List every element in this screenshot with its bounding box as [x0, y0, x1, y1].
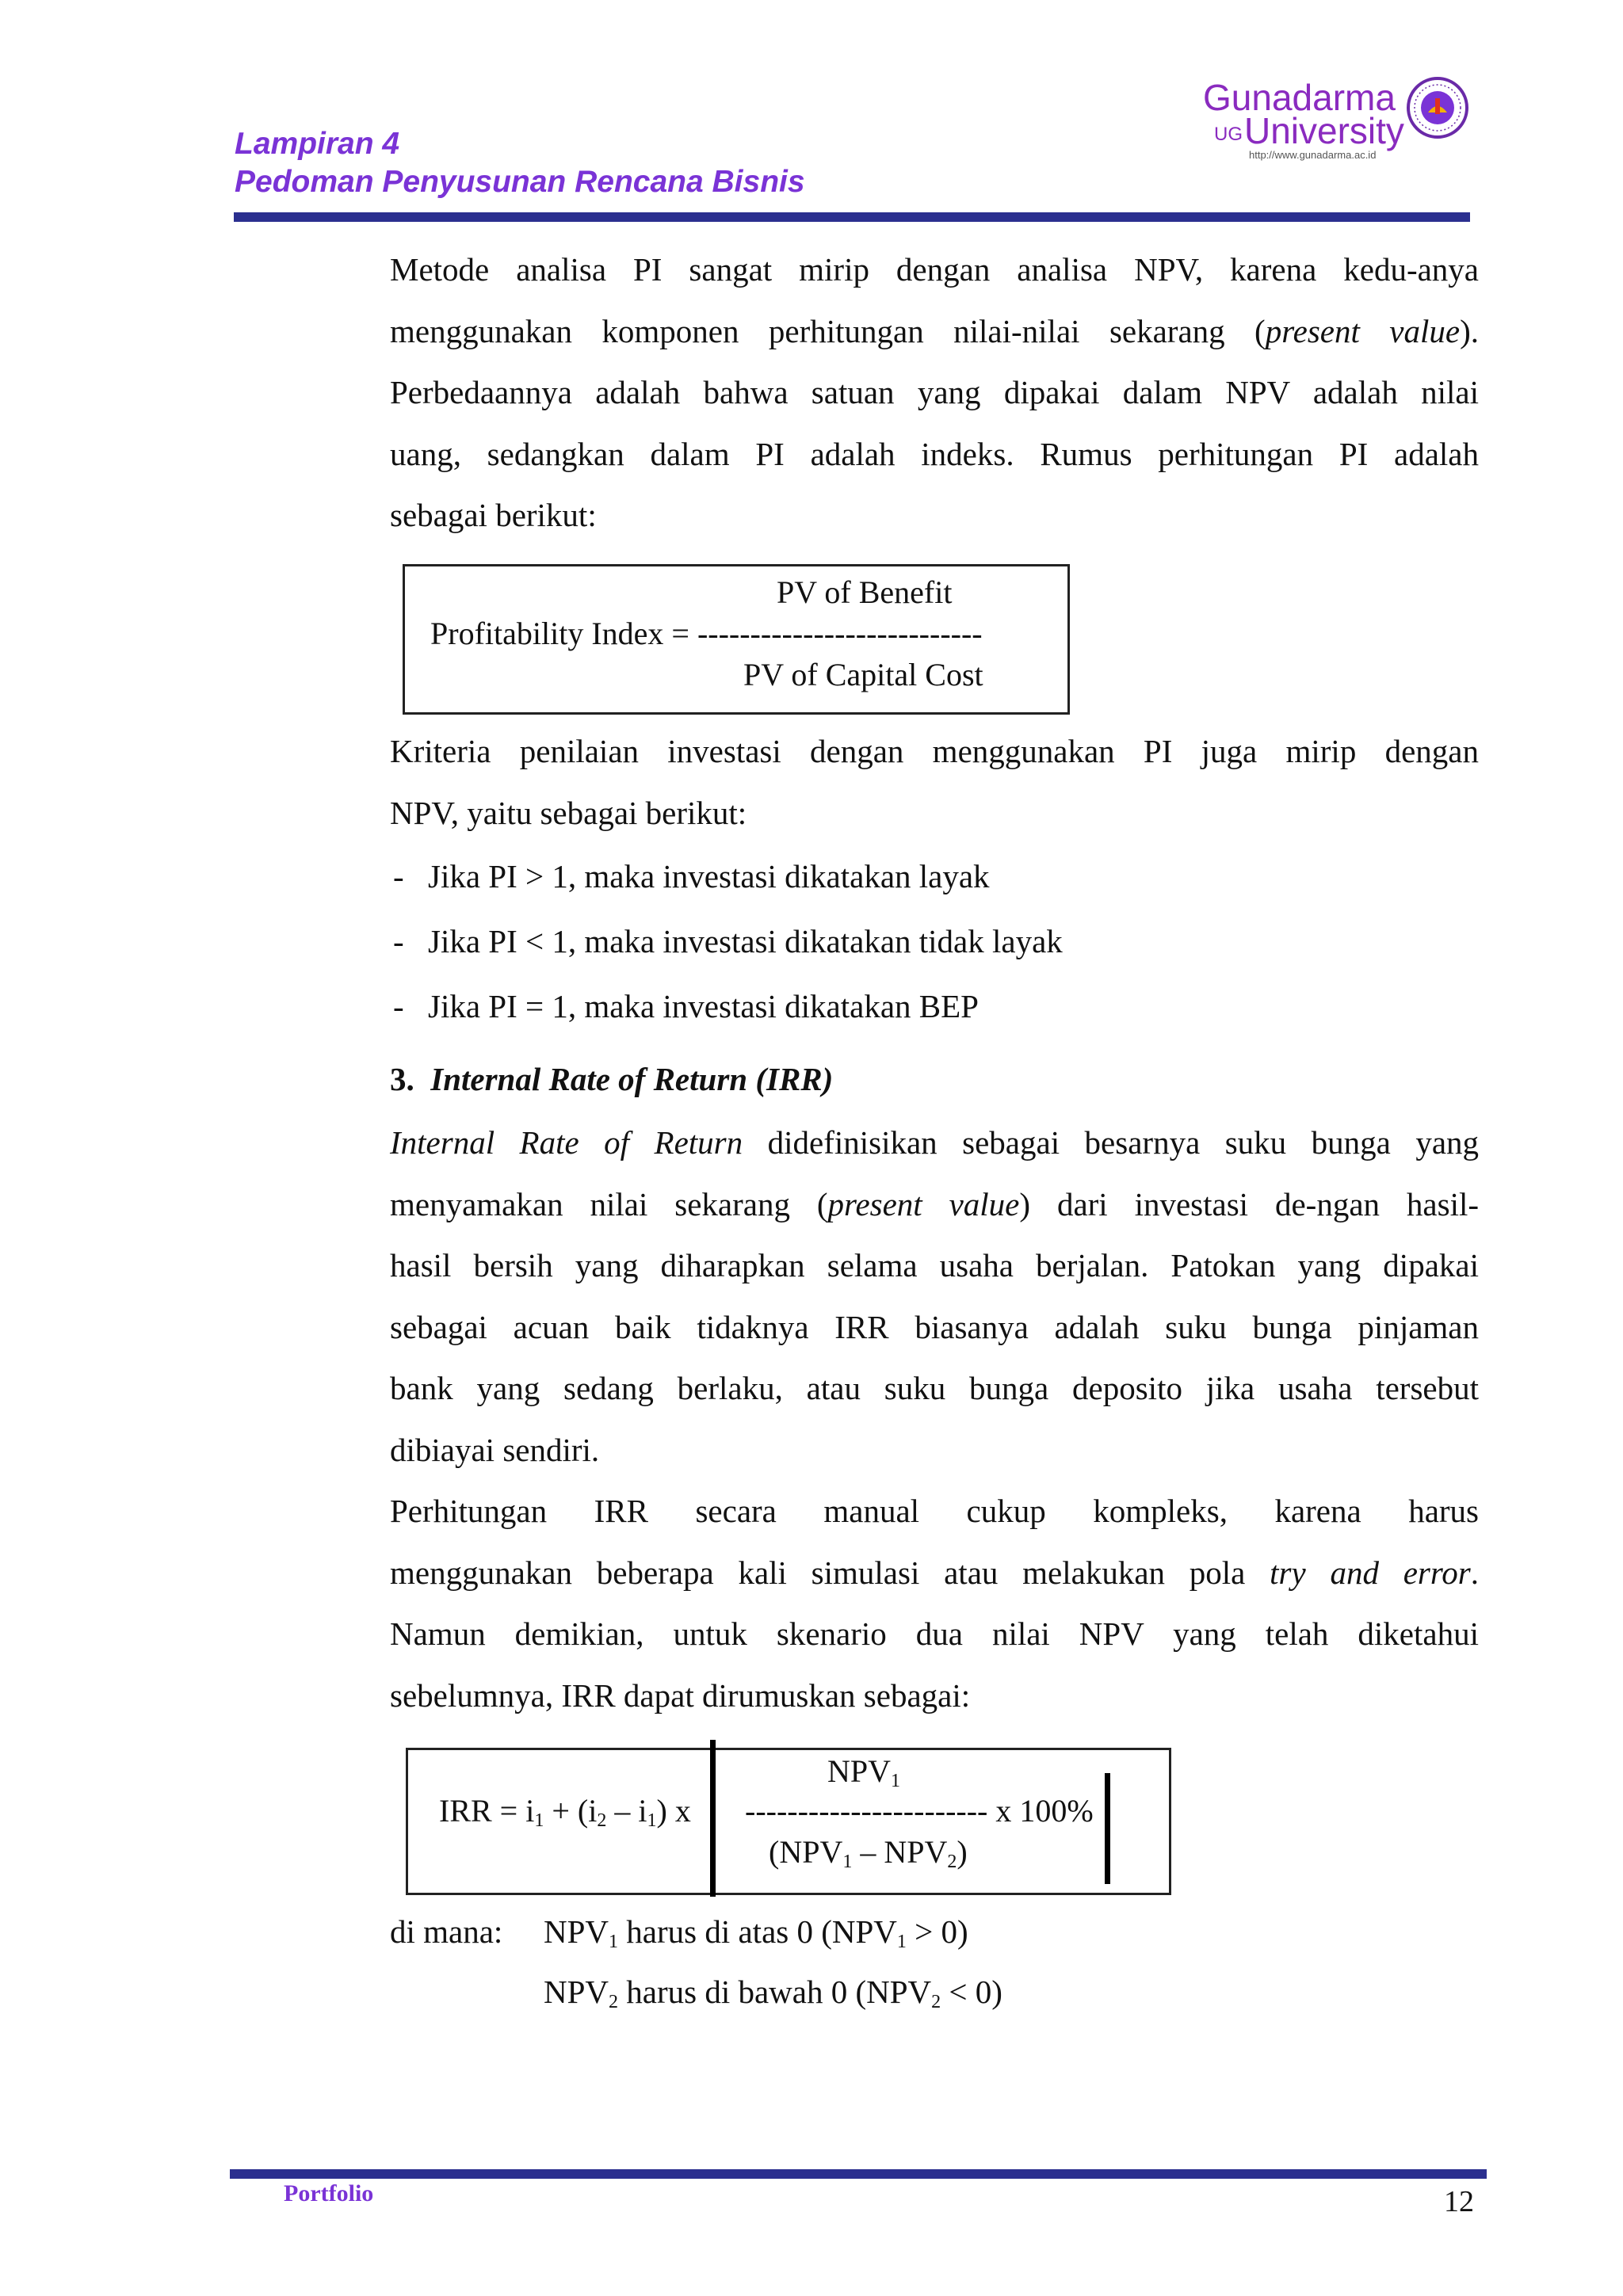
header-appendix-label: Lampiran 4: [235, 127, 400, 161]
irr-formula-left-bar: [710, 1740, 716, 1897]
where-label: di mana:: [390, 1913, 503, 1950]
logo-word-gunadarma: Gunadarma: [1203, 77, 1396, 118]
irr-formula-lhs: IRR = $i_1 + (i_2 - i_1)$ x: [439, 1793, 691, 1831]
paragraph-irr-definition: Internal Rate of Return didefinisikan sebagai besarnya suku bunga yang menyamakan nilai sekarang (present value) dari investasi de-ngan hasil- hasil bersih yang diharapkan selama usaha berjalan. Patokan yang dipakai sebagai acuan baik tidaknya IRR biasanya adalah suku bunga pinjaman bank yang sedang berlaku, atau suku bunga deposito jika usaha tersebut dibiayai sendiri.: [390, 1124, 1480, 1468]
pi-formula-lhs: Profitability Index = ---------------------------: [430, 616, 983, 651]
section-heading-irr: 3. Internal Rate of Return (IRR): [390, 1061, 834, 1097]
logo-url: http://www.gunadarma.ac.id: [1249, 149, 1377, 161]
university-seal-icon: [1406, 76, 1469, 139]
university-logo: [1203, 76, 1472, 163]
pi-formula-denominator: PV of Capital Cost: [743, 657, 983, 692]
list-item: - Jika PI < 1, maka investasi dikatakan tidak layak: [393, 923, 1063, 959]
paragraph-irr-calculation: Perhitungan IRR secara manual cukup kompleks, karena harus menggunakan beberapa kali simulasi atau melakukan pola try and error. Namun demikian, untuk skenario dua nilai NPV yang telah diketahui sebelumnya, IRR dapat dirumuskan sebagai:: [390, 1493, 1479, 1714]
list-item: - Jika PI > 1, maka investasi dikatakan layak: [393, 858, 990, 894]
page-number: 12: [1444, 2185, 1474, 2218]
paragraph-pi-intro: Metode analisa PI sangat mirip dengan analisa NPV, karena kedu-anya menggunakan komponen perhitungan nilai-nilai sekarang (present value). Perbedaannya adalah bahwa satuan yang dipakai dalam NPV adalah nilai uang, sedangkan dalam PI adalah indeks. Rumus perhitungan PI adalah sebagai berikut:: [390, 251, 1479, 533]
header-document-title: Pedoman Penyusunan Rencana Bisnis: [235, 165, 805, 199]
paragraph-pi-criteria: Kriteria penilaian investasi dengan menggunakan PI juga mirip dengan NPV, yaitu sebagai berikut:: [390, 733, 1479, 831]
irr-formula-right-bar: [1105, 1773, 1110, 1884]
irr-formula-numerator: $NPV_1$: [827, 1753, 901, 1791]
irr-formula-fraction-line: ----------------------- x 100%: [745, 1793, 1094, 1829]
header-rule: [234, 212, 1470, 222]
irr-formula-denominator: $(NPV_1 - NPV_2)$: [769, 1834, 968, 1872]
condition-npv2: $NPV_2$ harus di bawah 0 $(NPV_2 < 0)$: [544, 1974, 1002, 2012]
pi-formula-numerator: PV of Benefit: [777, 574, 953, 610]
condition-npv1: $NPV_1$ harus di atas 0 $(NPV_1 > 0)$: [544, 1913, 968, 1952]
logo-word-university: University: [1244, 110, 1404, 151]
logo-ug: UG: [1214, 124, 1243, 145]
footer-label: Portfolio: [284, 2180, 374, 2206]
footer-rule: [230, 2169, 1487, 2179]
list-item: - Jika PI = 1, maka investasi dikatakan BEP: [393, 988, 979, 1024]
